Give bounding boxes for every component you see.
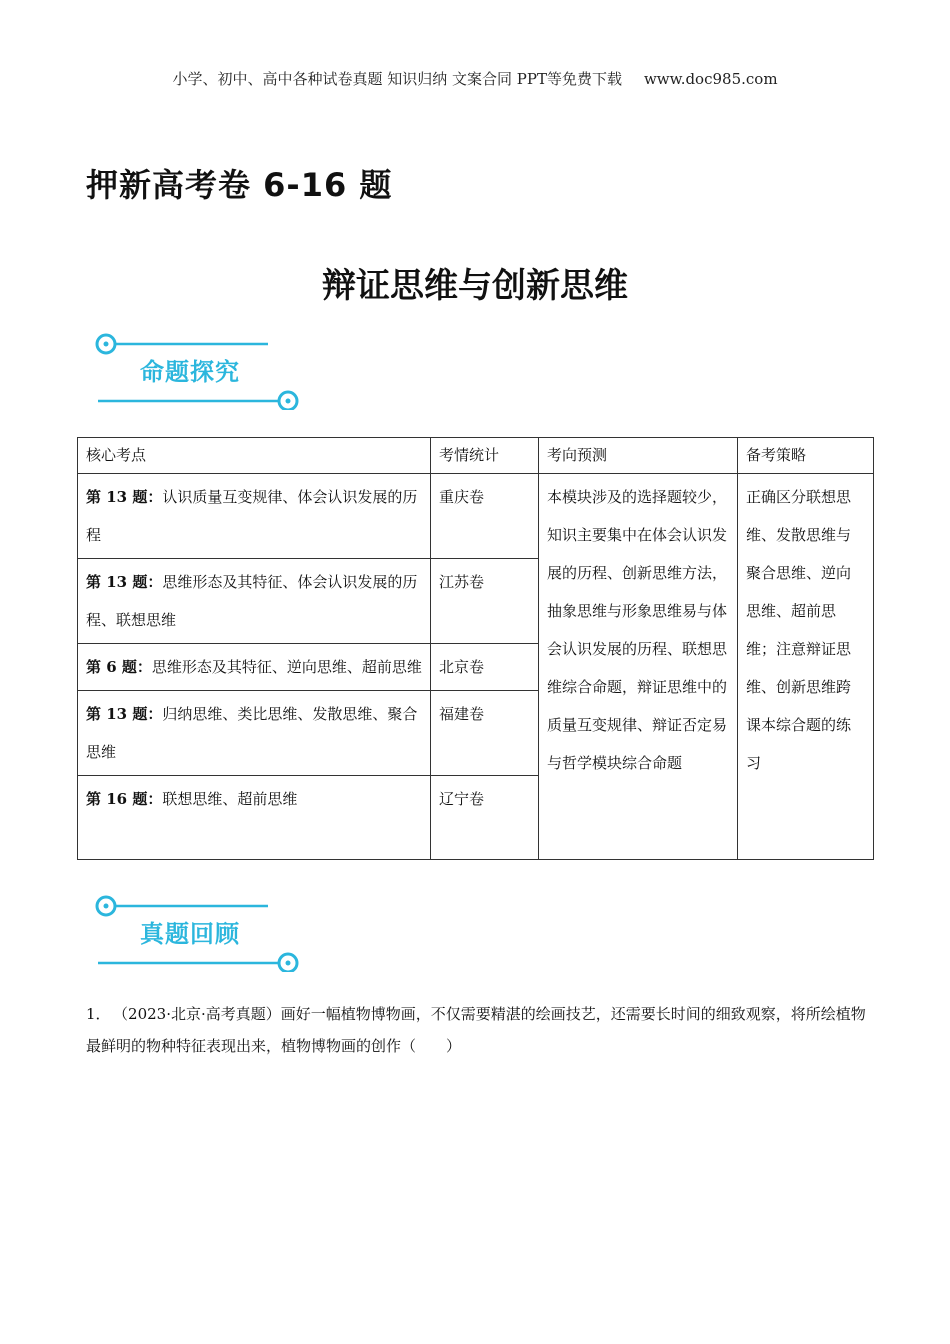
- topic-cell: 第 16 题：联想思维、超前思维: [78, 776, 431, 860]
- prediction-cell: 本模块涉及的选择题较少，知识主要集中在体会认识发展的历程、创新思维方法，抽象思维与形象思维易与体会认识发展的历程、联想思维综合命题，辩证思维中的质量互变规律、辩证否定易与哲学模块综合命题: [539, 474, 738, 860]
- header-core-topic: 核心考点: [78, 438, 431, 474]
- question-number: 1．: [86, 1005, 111, 1023]
- topic-cell: 第 6 题：思维形态及其特征、逆向思维、超前思维: [78, 644, 431, 691]
- strategy-cell: 正确区分联想思维、发散思维与聚合思维、逆向思维、超前思维；注意辩证思维、创新思维跨课本综合题的练习: [738, 474, 874, 860]
- topic-cell: 第 13 题：认识质量互变规律、体会认识发展的历程: [78, 474, 431, 559]
- document-title: 押新高考卷 6-16 题: [86, 166, 393, 204]
- header-strategy: 备考策略: [738, 438, 874, 474]
- table-row: [78, 474, 874, 559]
- table-header-row: [78, 438, 874, 474]
- exam-analysis-table: [77, 437, 874, 860]
- header-site-link[interactable]: www.doc985.com: [643, 70, 778, 88]
- document-subtitle: 辩证思维与创新思维: [322, 266, 628, 306]
- topic-cell: 第 13 题：思维形态及其特征、体会认识发展的历程、联想思维: [78, 559, 431, 644]
- section-banner-mingti: [92, 328, 302, 410]
- question-text: （2023·北京·高考真题）画好一幅植物博物画，不仅需要精湛的绘画技艺，还需要长时间的细致观察，将所绘植物最鲜明的物种特征表现出来，植物博物画的创作（ ）: [86, 1005, 866, 1055]
- topic-cell: 第 13 题：归纳思维、类比思维、发散思维、聚合思维: [78, 691, 431, 776]
- province-cell: 福建卷: [431, 691, 539, 776]
- province-cell: 江苏卷: [431, 559, 539, 644]
- section-banner-zhenti: [92, 890, 302, 972]
- page-header: [0, 68, 950, 89]
- header-prediction: 考向预测: [539, 438, 738, 474]
- header-statistics: 考情统计: [431, 438, 539, 474]
- section-title-zhenti: 真题回顾: [140, 920, 240, 948]
- question-1: [86, 998, 866, 1062]
- province-cell: 辽宁卷: [431, 776, 539, 860]
- section-title-mingti: 命题探究: [140, 358, 240, 386]
- province-cell: 重庆卷: [431, 474, 539, 559]
- province-cell: 北京卷: [431, 644, 539, 691]
- header-text: 小学、初中、高中各种试卷真题 知识归纳 文案合同 PPT等免费下载: [172, 70, 622, 88]
